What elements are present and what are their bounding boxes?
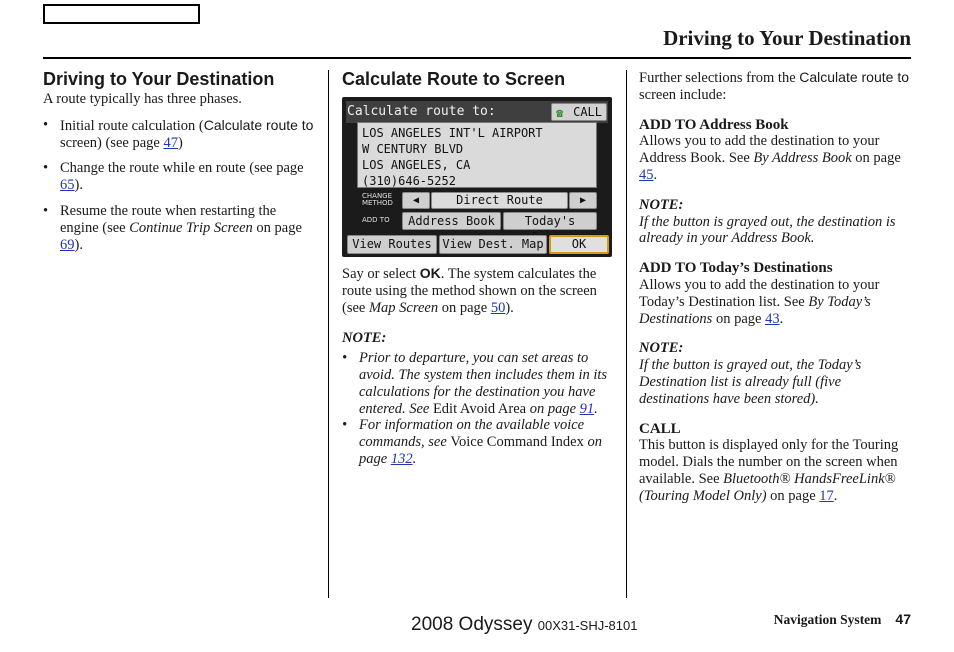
add-to-address-book-button[interactable]: Address Book [402, 212, 501, 230]
footer-model: 2008 Odyssey 00X31-SHJ-8101 [411, 614, 638, 635]
call-button[interactable]: ☎ CALL [551, 103, 607, 121]
page-link-47[interactable]: 47 [163, 134, 178, 151]
phase-list [43, 117, 318, 254]
heading-call: CALL [639, 420, 681, 437]
page-link-45[interactable]: 45 [639, 166, 654, 183]
change-method-label: CHANGE METHOD [362, 192, 393, 207]
note-text: If the button is grayed out, the destination is already in your Address Book. [639, 213, 896, 247]
address-line: LOS ANGELES, CA [362, 158, 471, 172]
section-heading-calculate-route: Calculate Route to Screen [342, 69, 566, 89]
list-item: • Initial route calculation (Calculate route to screen) (see page 47) [43, 117, 318, 152]
ok-button[interactable]: OK [549, 235, 609, 254]
column-3 [639, 69, 911, 505]
add-to-todays-dest-button[interactable]: Today's [503, 212, 597, 230]
page-link-91[interactable]: 91 [579, 400, 595, 417]
add-to-todays-text: Allows you to add the destination to your Today’s Destination list. See By Today’s Destinations on page 43. [639, 276, 880, 327]
column-divider-1 [328, 70, 329, 598]
note-text: If the button is grayed out, the Today’s Destination list is already full (five destinations have been stored). [639, 357, 862, 407]
add-to-address-book-text: Allows you to add the destination to your Address Book. See By Address Book on page 45. [639, 133, 901, 183]
route-method-display: Direct Route [431, 192, 568, 209]
add-to-label: ADD TO [362, 216, 390, 224]
note-label: NOTE: [342, 330, 387, 347]
column-1 [43, 68, 318, 262]
footer-code: 00X31-SHJ-8101 [537, 618, 638, 633]
section-heading: Driving to Your Destination [43, 69, 275, 89]
page-number: 47 [895, 611, 911, 627]
note-list [342, 350, 614, 468]
call-text: This button is displayed only for the Touring model. Dials the number on the screen when available. See Bluetooth® HandsFreeLink® (Touring Model Only) on page 17. [639, 437, 899, 504]
intro-text: A route typically has three phases. [43, 91, 242, 107]
method-prev-button[interactable] [402, 192, 430, 209]
page-link-132[interactable]: 132 [390, 450, 413, 467]
note-label: NOTE: [639, 340, 684, 357]
page-link-17[interactable]: 17 [819, 487, 834, 504]
ok-command: OK [419, 265, 441, 281]
heading-add-to-todays-destinations: ADD TO Today’s Destinations [639, 260, 833, 277]
address-line: LOS ANGELES INT'L AIRPORT [362, 126, 543, 140]
destination-address-box [357, 122, 597, 188]
header-tab-box [43, 4, 200, 24]
address-line: W CENTURY BLVD [362, 142, 464, 156]
column-2-text [342, 265, 614, 477]
column-divider-2 [626, 70, 627, 598]
view-dest-map-button[interactable]: View Dest. Map [439, 235, 547, 254]
note-label: NOTE: [639, 196, 684, 213]
page-link-65[interactable]: 65 [60, 177, 75, 194]
intro-text: Further selections from the Calculate route to screen include: [639, 69, 909, 103]
list-item: • Change the route while en route (see page 65). [43, 160, 318, 194]
list-item: • Resume the route when restarting the engine (see Continue Trip Screen on page 69). [43, 203, 318, 253]
say-or-select-text: Say or select OK. The system calculates the route using the method shown on the screen (see Map Screen on page 50). [342, 265, 597, 316]
arrow-right-icon: ▶ [579, 195, 587, 206]
heading-add-to-address-book: ADD TO Address Book [639, 116, 789, 133]
method-next-button[interactable] [569, 192, 597, 209]
list-item: • Prior to departure, you can set areas to avoid. The system then includes them in its calculations for the destination you have entered. See Edit Avoid Area on page 91. [342, 350, 614, 417]
list-item: • For information on the available voice commands, see Voice Command Index on page 132. [342, 417, 614, 467]
page-title: Driving to Your Destination [663, 26, 911, 50]
page-link-69[interactable]: 69 [60, 236, 75, 253]
phone-icon: ☎ [556, 106, 564, 120]
footer-section: Navigation System 47 [773, 611, 911, 627]
view-routes-button[interactable]: View Routes [347, 235, 437, 254]
screen-title: Calculate route to: [347, 104, 496, 119]
page-link-43[interactable]: 43 [765, 310, 780, 327]
page-link-50[interactable]: 50 [490, 299, 506, 316]
address-line: (310)646-5252 [362, 174, 456, 188]
arrow-left-icon: ◀ [412, 195, 420, 206]
header-rule [43, 57, 911, 59]
